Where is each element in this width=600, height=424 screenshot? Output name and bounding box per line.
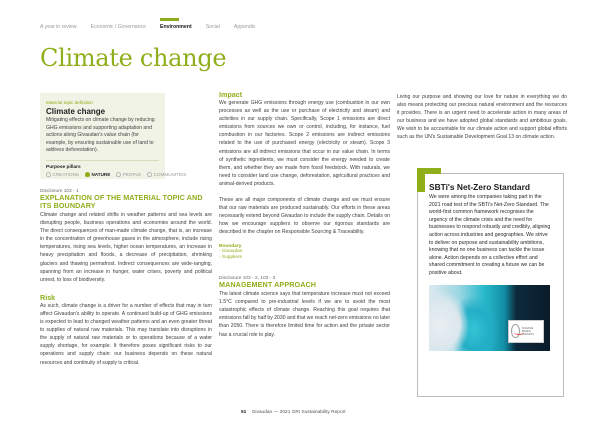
footer-text: Givaudan — 2021 GRI Sustainability Report	[251, 410, 346, 415]
pillar-label: PEOPLE	[122, 171, 142, 177]
nav-item-social[interactable]: Social	[205, 24, 220, 30]
nature-icon	[85, 172, 90, 177]
sbti-logo-text: SCIENCE BASED TARGETS	[521, 326, 534, 336]
pillar-nature	[85, 172, 110, 177]
nav-item-year-in-review[interactable]: A year in review	[40, 24, 77, 30]
purpose-pillars	[46, 171, 187, 177]
sbti-title: SBTi's Net-Zero Standard	[429, 182, 530, 192]
column-middle	[219, 90, 391, 339]
material-topic-box	[40, 93, 187, 179]
pillar-creations	[46, 172, 79, 177]
sbti-callout	[417, 173, 564, 397]
column-right	[397, 93, 567, 142]
management-heading: MANAGEMENT APPROACH	[219, 280, 317, 290]
column-left	[40, 189, 212, 367]
sbti-logo-icon	[511, 324, 520, 338]
aerial-ocean-image	[429, 285, 550, 351]
nav-item-appendix[interactable]: Appendix	[233, 24, 256, 30]
boundary	[219, 244, 390, 263]
boundary-item: - Givaudan	[219, 248, 243, 254]
topic-description: Mitigating effects on climate change by reducing GHG emissions and supporting adaptation and actions along Givaudan's value chain (for example, by ensuring sustainable use of land to address deforestation).	[46, 117, 155, 154]
pillar-label: NATURE	[91, 171, 111, 177]
page-title: Climate change	[40, 44, 227, 72]
purpose-pillars-label: Purpose pillars	[46, 164, 81, 170]
people-icon	[116, 172, 121, 177]
corner-accent	[417, 168, 441, 174]
page-number: 51	[241, 410, 247, 415]
impact-body-2: These are all major components of climate change and we must ensure that our raw materials are produced sustainably. Our efforts in these areas necessarily extend beyond Givaudan to include the supply chain. Details on how we encourage suppliers to observe our rigorous standards are described in the chapter on Responsible Sourcing & Traceability.	[219, 197, 390, 236]
pillar-label: COMMUNITIES	[153, 171, 187, 177]
risk-heading: Risk	[40, 292, 56, 302]
explanation-body: Climate change and related shifts in weather patterns and sea levels are disrupting people, business operations and economies around the world. The direct consequences of man-made climate change, that is, an increase in the concentration of greenhouse gases in the atmosphere, include rising temperatures, rising sea levels, higher ocean temperatures, an increase in heavy precipitation and floods, a decrease of precipitation, shrinking glaciers and thawing permafrost. Indirect consequences are wide-ranging, spanning from an increase in hunger, water crises, poverty and political unrest, to loss of biodiversity.	[40, 212, 212, 283]
divider	[46, 160, 159, 161]
section-nav	[40, 24, 270, 30]
nav-item-environment[interactable]: Environment	[160, 24, 192, 30]
pillar-communities	[147, 172, 186, 177]
creations-icon	[46, 172, 51, 177]
sbti-body: We were among the companies taking part in the 2021 road test of the SBTi's Net-Zero Standard. The world-first common framework recognises the urgency of the climate crisis and the need for businesses to respond robustly and credibly, aligning action across industries and geographies. We strive to deliver on purpose and sustainability ambitions, knowing that no one business can tackle the issue alone. Action depends on a collective effort and shared commitment to creating a future we can be positive about.	[429, 194, 551, 276]
risk-body: As such, climate change is a driver for a number of effects that may in turn affect Givaudan's ability to operate. A continued build-up of GHG emissions is expected to lead to changed weather patterns and an even greater threat to supplies of natural raw materials. This may translate into disruptions in the supply of natural raw materials or to operations because of a water supply shortage, for example. It therefore poses significant risks to our operations and supply chain: our business depends on these natural resources and continuity of supply is critical.	[40, 302, 212, 366]
boundary-label: Boundary	[219, 243, 242, 249]
science-based-targets-logo	[508, 320, 544, 343]
disclosure-label: Disclosure 103 - 2, 103 - 3	[219, 276, 276, 282]
management-body: The latest climate science says that temperature increase must not exceed 1.5°C compared to pre-industrial levels if we are to avoid the most catastrophic effects of climate change. Reaching this goal requires that emissions fall by half by 2030 and that we reach net-zero emissions no later than 2050. There is therefore limited time for action and the private sector has a crucial role to play.	[219, 291, 391, 338]
explanation-heading: EXPLANATION OF THE MATERIAL TOPIC AND ITS BOUNDARY	[40, 193, 203, 210]
impact-body-1: We generate GHG emissions through energy use (combustion in our own processes as well as the use or purchase of electricity and steam) and activities in our supply chain. Specifically, Scope 1 emissions are direct emissions from sources we own or control, including, for instance, fuel combustion in our factories. Scope 2 emissions are indirect emissions related to the use of purchased energy (electricity or steam). Scope 3 emissions are all indirect emissions that occur in our value chain. In terms of synthetic ingredients, we must consider the energy needed to create them, and whether they are made from fossil feedstock. With naturals, we need to consider land use change, deforestation, agricultural practices and animal-derived products.	[219, 100, 390, 187]
purpose-body: Living our purpose and showing our love for nature in everything we do also means protecting our precious natural environment and the resources it provides. There is an urgent need to accelerate action in many areas of our business and we have adopted global standards and ambitious goals. We wish to be accountable for our climate action and support global efforts such as the UN's Sustainable Development Goal 13 on climate action.	[397, 94, 567, 141]
boundary-item: - Suppliers	[219, 255, 242, 261]
communities-icon	[147, 172, 152, 177]
pillar-people	[116, 172, 141, 177]
page-footer	[241, 410, 346, 415]
impact-heading: Impact	[219, 90, 243, 99]
topic-title: Climate change	[46, 107, 106, 116]
pillar-label: CREATIONS	[52, 171, 79, 177]
disclosure-label: Disclosure 103 - 1	[40, 189, 79, 194]
nav-item-economic-governance[interactable]: Economic / Governance	[90, 24, 146, 30]
topic-kicker: Material topic definition	[46, 100, 93, 105]
